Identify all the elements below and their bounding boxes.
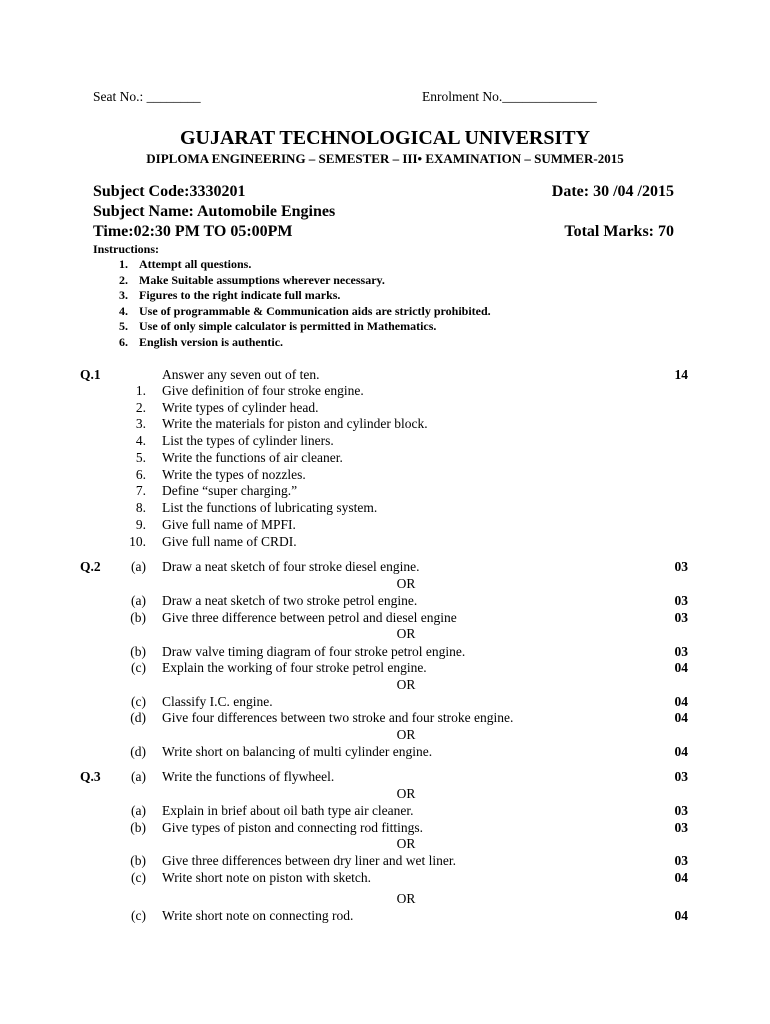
- sub-marks: 03: [674, 610, 688, 625]
- sub-marks: 04: [674, 908, 688, 923]
- sub-text: Classify I.C. engine.: [162, 694, 273, 709]
- sub-label: (c): [131, 660, 146, 675]
- subject-name: Subject Name: Automobile Engines: [93, 203, 336, 220]
- instruction-num: 2.: [119, 273, 128, 287]
- sub-marks: 03: [674, 593, 688, 608]
- instruction-num: 5.: [119, 319, 128, 333]
- item-num: 9.: [135, 517, 146, 532]
- question-number: Q.1: [80, 367, 101, 382]
- exam-time: Time:02:30 PM TO 05:00PM: [93, 223, 293, 240]
- sub-label: (a): [131, 769, 146, 784]
- sub-text: Explain in brief about oil bath type air cleaner.: [162, 803, 414, 818]
- sub-label: (b): [130, 853, 146, 868]
- or-separator: OR: [396, 576, 416, 591]
- sub-text: Write the functions of flywheel.: [162, 769, 335, 784]
- sub-marks: 03: [674, 559, 688, 574]
- university-title: GUJARAT TECHNOLOGICAL UNIVERSITY: [179, 127, 591, 149]
- sub-text: Draw valve timing diagram of four stroke petrol engine.: [162, 644, 466, 659]
- sub-text: Write short note on connecting rod.: [162, 908, 354, 923]
- sub-text: Write short note on piston with sketch.: [162, 870, 372, 885]
- item-num: 6.: [135, 467, 146, 482]
- enrolment-no-field: Enrolment No.______________: [422, 89, 597, 104]
- instruction-text: Make Suitable assumptions wherever necessary.: [139, 273, 385, 287]
- question-number: Q.3: [80, 769, 101, 784]
- item-text: List the functions of lubricating system.: [162, 500, 378, 515]
- or-separator: OR: [396, 786, 416, 801]
- item-text: Write the types of nozzles.: [162, 467, 306, 482]
- sub-marks: 04: [674, 694, 688, 709]
- sub-text: Give types of piston and connecting rod fittings.: [162, 820, 423, 835]
- instruction-text: Use of only simple calculator is permitted in Mathematics.: [139, 319, 437, 333]
- sub-label: (c): [131, 870, 146, 885]
- item-text: Define “super charging.”: [162, 483, 298, 498]
- instruction-num: 4.: [119, 304, 128, 318]
- item-text: Give full name of MPFI.: [162, 517, 296, 532]
- or-separator: OR: [396, 727, 416, 742]
- sub-marks: 03: [674, 853, 688, 868]
- item-text: Write types of cylinder head.: [162, 400, 319, 415]
- sub-marks: 03: [674, 644, 688, 659]
- instruction-num: 3.: [119, 288, 128, 302]
- item-text: Give definition of four stroke engine.: [162, 383, 364, 398]
- item-num: 10.: [129, 534, 146, 549]
- sub-label: (c): [131, 694, 146, 709]
- item-num: 5.: [135, 450, 146, 465]
- sub-text: Write short on balancing of multi cylinder engine.: [162, 744, 433, 759]
- instruction-text: Figures to the right indicate full marks.: [139, 288, 341, 302]
- item-num: 3.: [135, 416, 146, 431]
- sub-marks: 04: [674, 870, 688, 885]
- item-num: 2.: [135, 400, 146, 415]
- sub-text: Give three difference between petrol and diesel engine: [162, 610, 457, 625]
- or-separator: OR: [396, 626, 416, 641]
- subject-code: Subject Code:3330201: [93, 183, 246, 200]
- sub-marks: 04: [674, 710, 688, 725]
- or-separator: OR: [396, 677, 416, 692]
- instruction-text: Use of programmable & Communication aids are strictly prohibited.: [139, 304, 491, 318]
- sub-label: (a): [131, 803, 146, 818]
- item-text: Write the functions of air cleaner.: [162, 450, 343, 465]
- item-text: List the types of cylinder liners.: [162, 433, 334, 448]
- sub-label: (b): [130, 644, 146, 659]
- sub-marks: 03: [674, 769, 688, 784]
- question-intro: Answer any seven out of ten.: [162, 367, 320, 382]
- sub-label: (a): [131, 559, 146, 574]
- sub-marks: 03: [674, 803, 688, 818]
- item-num: 7.: [135, 483, 146, 498]
- question-marks: 14: [674, 367, 688, 382]
- sub-text: Draw a neat sketch of four stroke diesel engine.: [162, 559, 420, 574]
- seat-no-field: Seat No.: ________: [93, 89, 201, 104]
- item-num: 1.: [135, 383, 146, 398]
- instructions-heading: Instructions:: [93, 242, 160, 256]
- instruction-num: 1.: [119, 257, 128, 271]
- sub-text: Give four differences between two stroke and four stroke engine.: [162, 710, 514, 725]
- sub-text: Give three differences between dry liner and wet liner.: [162, 853, 457, 868]
- item-num: 8.: [135, 500, 146, 515]
- sub-text: Draw a neat sketch of two stroke petrol engine.: [162, 593, 418, 608]
- exam-title: DIPLOMA ENGINEERING – SEMESTER – III• EXAMINATION – SUMMER-2015: [146, 151, 624, 166]
- instruction-text: English version is authentic.: [139, 335, 284, 349]
- question-number: Q.2: [80, 559, 101, 574]
- item-num: 4.: [135, 433, 146, 448]
- sub-label: (b): [130, 820, 146, 835]
- total-marks: Total Marks: 70: [564, 223, 674, 240]
- sub-label: (d): [130, 710, 146, 725]
- or-separator: OR: [396, 891, 416, 906]
- instruction-text: Attempt all questions.: [139, 257, 252, 271]
- sub-marks: 04: [674, 744, 688, 759]
- instruction-num: 6.: [119, 335, 128, 349]
- sub-label: (d): [130, 744, 146, 759]
- item-text: Give full name of CRDI.: [162, 534, 297, 549]
- exam-date: Date: 30 /04 /2015: [551, 183, 674, 200]
- sub-text: Explain the working of four stroke petrol engine.: [162, 660, 427, 675]
- sub-marks: 04: [674, 660, 688, 675]
- sub-label: (c): [131, 908, 146, 923]
- sub-marks: 03: [674, 820, 688, 835]
- sub-label: (b): [130, 610, 146, 625]
- or-separator: OR: [396, 836, 416, 851]
- item-text: Write the materials for piston and cylinder block.: [162, 416, 428, 431]
- sub-label: (a): [131, 593, 146, 608]
